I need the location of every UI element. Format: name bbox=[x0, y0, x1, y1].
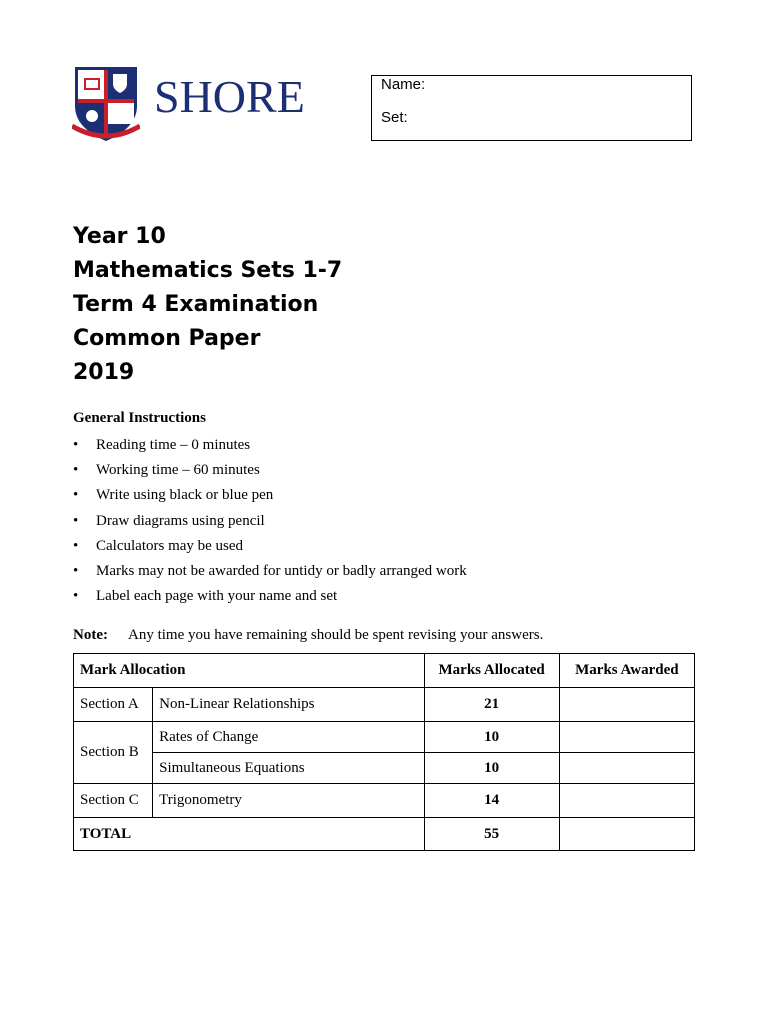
header-marks-awarded: Marks Awarded bbox=[559, 654, 694, 688]
topic-cell: Simultaneous Equations bbox=[153, 753, 424, 784]
title-line: Term 4 Examination bbox=[73, 292, 319, 317]
table-row bbox=[74, 784, 695, 818]
brand-wordmark: SHORE bbox=[154, 71, 305, 122]
instruction-text: Calculators may be used bbox=[96, 537, 244, 554]
instruction-item bbox=[73, 509, 467, 534]
marks-awarded-cell[interactable] bbox=[559, 784, 694, 818]
bullet-icon: • bbox=[73, 487, 79, 504]
instruction-text: Label each page with your name and set bbox=[96, 588, 338, 605]
instruction-item bbox=[73, 483, 467, 508]
mark-allocation-table bbox=[73, 653, 695, 851]
name-field-label: Name: bbox=[381, 76, 426, 93]
instruction-item bbox=[73, 433, 467, 458]
instructions-heading: General Instructions bbox=[73, 410, 206, 426]
marks-awarded-cell[interactable] bbox=[559, 722, 694, 753]
marks-allocated-cell: 10 bbox=[424, 722, 559, 753]
title-line: 2019 bbox=[73, 360, 135, 385]
table-row bbox=[74, 722, 695, 753]
instruction-item bbox=[73, 458, 467, 483]
note-label: Note: bbox=[73, 627, 108, 643]
section-label: Section A bbox=[74, 688, 153, 722]
total-label: TOTAL bbox=[74, 818, 425, 851]
shield-crest-icon bbox=[72, 66, 140, 142]
note-line bbox=[73, 627, 543, 644]
marks-allocated-cell: 10 bbox=[424, 753, 559, 784]
instruction-text: Reading time – 0 minutes bbox=[96, 437, 251, 453]
total-row bbox=[74, 818, 695, 851]
instructions-list bbox=[73, 433, 467, 609]
section-label: Section B bbox=[74, 722, 153, 784]
marks-allocated-cell: 14 bbox=[424, 784, 559, 818]
bullet-icon: • bbox=[73, 512, 79, 529]
table-row bbox=[74, 688, 695, 722]
header-marks-allocated: Marks Allocated bbox=[424, 654, 559, 688]
instruction-text: Draw diagrams using pencil bbox=[96, 512, 265, 529]
section-label: Section C bbox=[74, 784, 153, 818]
marks-allocated-cell: 21 bbox=[424, 688, 559, 722]
instruction-item bbox=[73, 584, 467, 609]
instruction-item bbox=[73, 534, 467, 559]
name-set-box bbox=[371, 75, 692, 141]
bullet-icon: • bbox=[73, 537, 79, 554]
bullet-icon: • bbox=[73, 462, 79, 479]
marks-awarded-cell[interactable] bbox=[559, 753, 694, 784]
table-row bbox=[74, 753, 695, 784]
total-awarded-cell[interactable] bbox=[559, 818, 694, 851]
title-line: Common Paper bbox=[73, 326, 261, 351]
marks-awarded-cell[interactable] bbox=[559, 688, 694, 722]
topic-cell: Rates of Change bbox=[153, 722, 424, 753]
header-mark-allocation: Mark Allocation bbox=[74, 654, 425, 688]
bullet-icon: • bbox=[73, 437, 79, 453]
bullet-icon: • bbox=[73, 588, 79, 605]
school-logo bbox=[72, 66, 332, 146]
title-line: Mathematics Sets 1-7 bbox=[73, 258, 343, 283]
bullet-icon: • bbox=[73, 562, 79, 579]
instruction-text: Working time – 60 minutes bbox=[96, 462, 260, 479]
total-marks-cell: 55 bbox=[424, 818, 559, 851]
exam-title-block bbox=[73, 220, 342, 390]
instruction-item bbox=[73, 559, 467, 584]
instruction-text: Write using black or blue pen bbox=[96, 487, 274, 504]
title-line: Year 10 bbox=[73, 224, 166, 249]
note-text: Any time you have remaining should be spent revising your answers. bbox=[128, 627, 544, 643]
topic-cell: Trigonometry bbox=[153, 784, 424, 818]
topic-cell: Non-Linear Relationships bbox=[153, 688, 424, 722]
table-header-row bbox=[74, 654, 695, 688]
set-field-label: Set: bbox=[381, 109, 408, 126]
instruction-text: Marks may not be awarded for untidy or badly arranged work bbox=[96, 562, 467, 579]
